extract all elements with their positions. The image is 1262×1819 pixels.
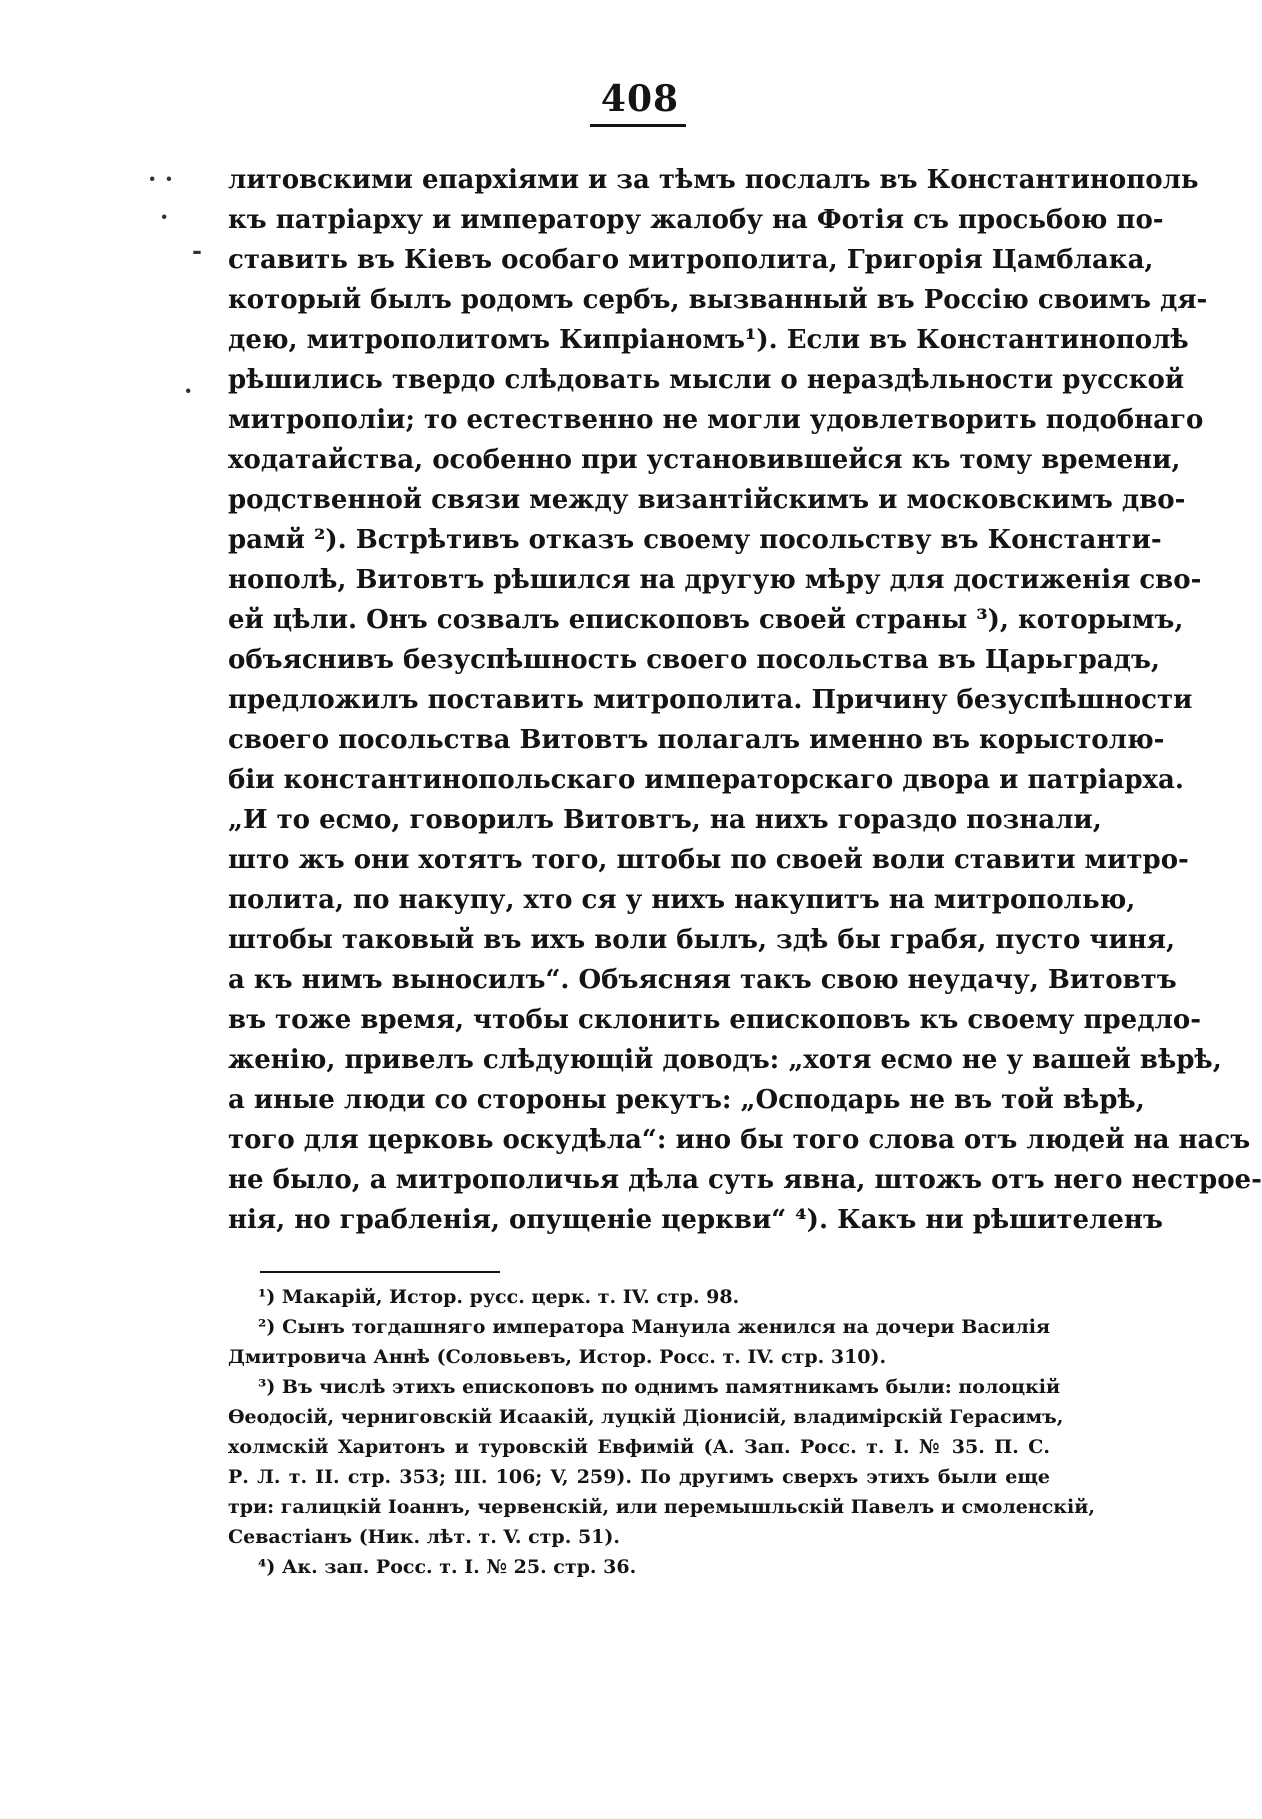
text-line: объяснивъ безуспѣшность своего посольства въ Царьградъ,	[228, 645, 1160, 675]
footnote-line: холмскій Харитонъ и туровскій Евфимій (А. Зап. Росс. т. I. № 35. П. С.	[228, 1436, 1050, 1458]
margin-dash-mark: -	[192, 236, 202, 265]
text-line: родственной связи между византійскимъ и московскимъ дво-	[228, 485, 1186, 515]
text-line: ставить въ Кіевъ особаго митрополита, Григорія Цамблака,	[228, 245, 1154, 275]
footnote-line: ³) Въ числѣ этихъ епископовъ по однимъ памятникамъ были: полоцкій	[258, 1376, 1061, 1398]
text-line: въ тоже время, чтобы склонить епископовъ къ своему предло-	[228, 1005, 1202, 1035]
footnote-line: Р. Л. т. II. стр. 353; III. 106; V, 259). По другимъ сверхъ этихъ были еще	[228, 1466, 1050, 1488]
text-line: того для церковь оскудѣла“: ино бы того слова отъ людей на насъ	[228, 1125, 1251, 1155]
footnote-line: ⁴) Ак. зап. Росс. т. I. № 25. стр. 36.	[258, 1556, 637, 1578]
page-number-underline	[590, 124, 686, 127]
text-line: біи константинопольскаго императорскаго двора и патріарха.	[228, 765, 1184, 795]
footnote-line: Севастіанъ (Ник. лѣт. т. V. стр. 51).	[228, 1526, 620, 1548]
main-body-text	[228, 160, 1262, 1240]
text-line: рамй ²). Встрѣтивъ отказъ своему посольству въ Константи-	[228, 525, 1162, 555]
text-line: што жъ они хотятъ того, штобы по своей воли ставити митро-	[228, 845, 1189, 875]
text-line: который былъ родомъ сербъ, вызванный въ Россію своимъ дя-	[228, 285, 1208, 315]
page-number: 408	[600, 78, 680, 120]
footnote-line: Дмитровича Аннѣ (Соловьевъ, Истор. Росс. т. IV. стр. 310).	[228, 1346, 887, 1368]
text-line: митрополіи; то естественно не могли удовлетворить подобнаго	[228, 405, 1204, 435]
text-line: нополѣ, Витовтъ рѣшился на другую мѣру для достиженія сво-	[228, 565, 1202, 595]
text-line: „И то есмо, говорилъ Витовтъ, на нихъ гораздо познали,	[228, 805, 1102, 835]
footnote-line: ¹) Макарій, Истор. русс. церк. т. IV. стр. 98.	[258, 1286, 740, 1308]
text-line: предложилъ поставить митрополита. Причину безуспѣшности	[228, 685, 1193, 715]
text-line: своего посольства Витовтъ полагалъ именно въ корыстолю-	[228, 725, 1165, 755]
text-line: а иные люди со стороны рекутъ: „Осподарь не въ той вѣрѣ,	[228, 1085, 1145, 1115]
text-line: нія, но грабленія, опущеніе церкви“ ⁴). Какъ ни рѣшителенъ	[228, 1205, 1163, 1235]
text-line: женію, привелъ слѣдующій доводъ: „хотя есмо не у вашей вѣрѣ,	[228, 1045, 1222, 1075]
text-line: литовскими епархіями и за тѣмъ послалъ въ Константинополь	[228, 165, 1199, 195]
margin-dot-mark: ·	[160, 202, 169, 231]
text-line: ходатайства, особенно при установившейся къ тому времени,	[228, 445, 1181, 475]
text-line: полита, по накупу, хто ся у нихъ накупитъ на митрополью,	[228, 885, 1136, 915]
text-line: рѣшились твердо слѣдовать мысли о нераздѣльности русской	[228, 365, 1185, 395]
text-line: а къ нимъ выносилъ“. Объясняя такъ свою неудачу, Витовтъ	[228, 965, 1177, 995]
footnote-line: ²) Сынъ тогдашняго императора Мануила женился на дочери Василія	[258, 1316, 1050, 1338]
margin-dots-mark: · ·	[148, 164, 174, 193]
text-line: штобы таковый въ ихъ воли былъ, здѣ бы грабя, пусто чиня,	[228, 925, 1176, 955]
text-line: ей цѣли. Онъ созвалъ епископовъ своей страны ³), которымъ,	[228, 605, 1184, 635]
text-line: дею, митрополитомъ Кипріаномъ¹). Если въ Константинополѣ	[228, 325, 1189, 355]
text-line: къ патріарху и императору жалобу на Фотія съ просьбою по-	[228, 205, 1164, 235]
footnote-separator	[260, 1271, 500, 1273]
text-line: не было, а митрополичья дѣла суть явна, штожъ отъ него нестрое-	[228, 1165, 1262, 1195]
footnote-line: Ѳеодосій, черниговскій Исаакій, луцкій Діонисій, владимірскій Герасимъ,	[228, 1406, 1064, 1428]
margin-dot-mark: ·	[184, 376, 193, 405]
footnote-line: три: галицкій Іоаннъ, червенскій, или перемышльскій Павелъ и смоленскій,	[228, 1496, 1095, 1518]
footnotes	[228, 1282, 1095, 1582]
